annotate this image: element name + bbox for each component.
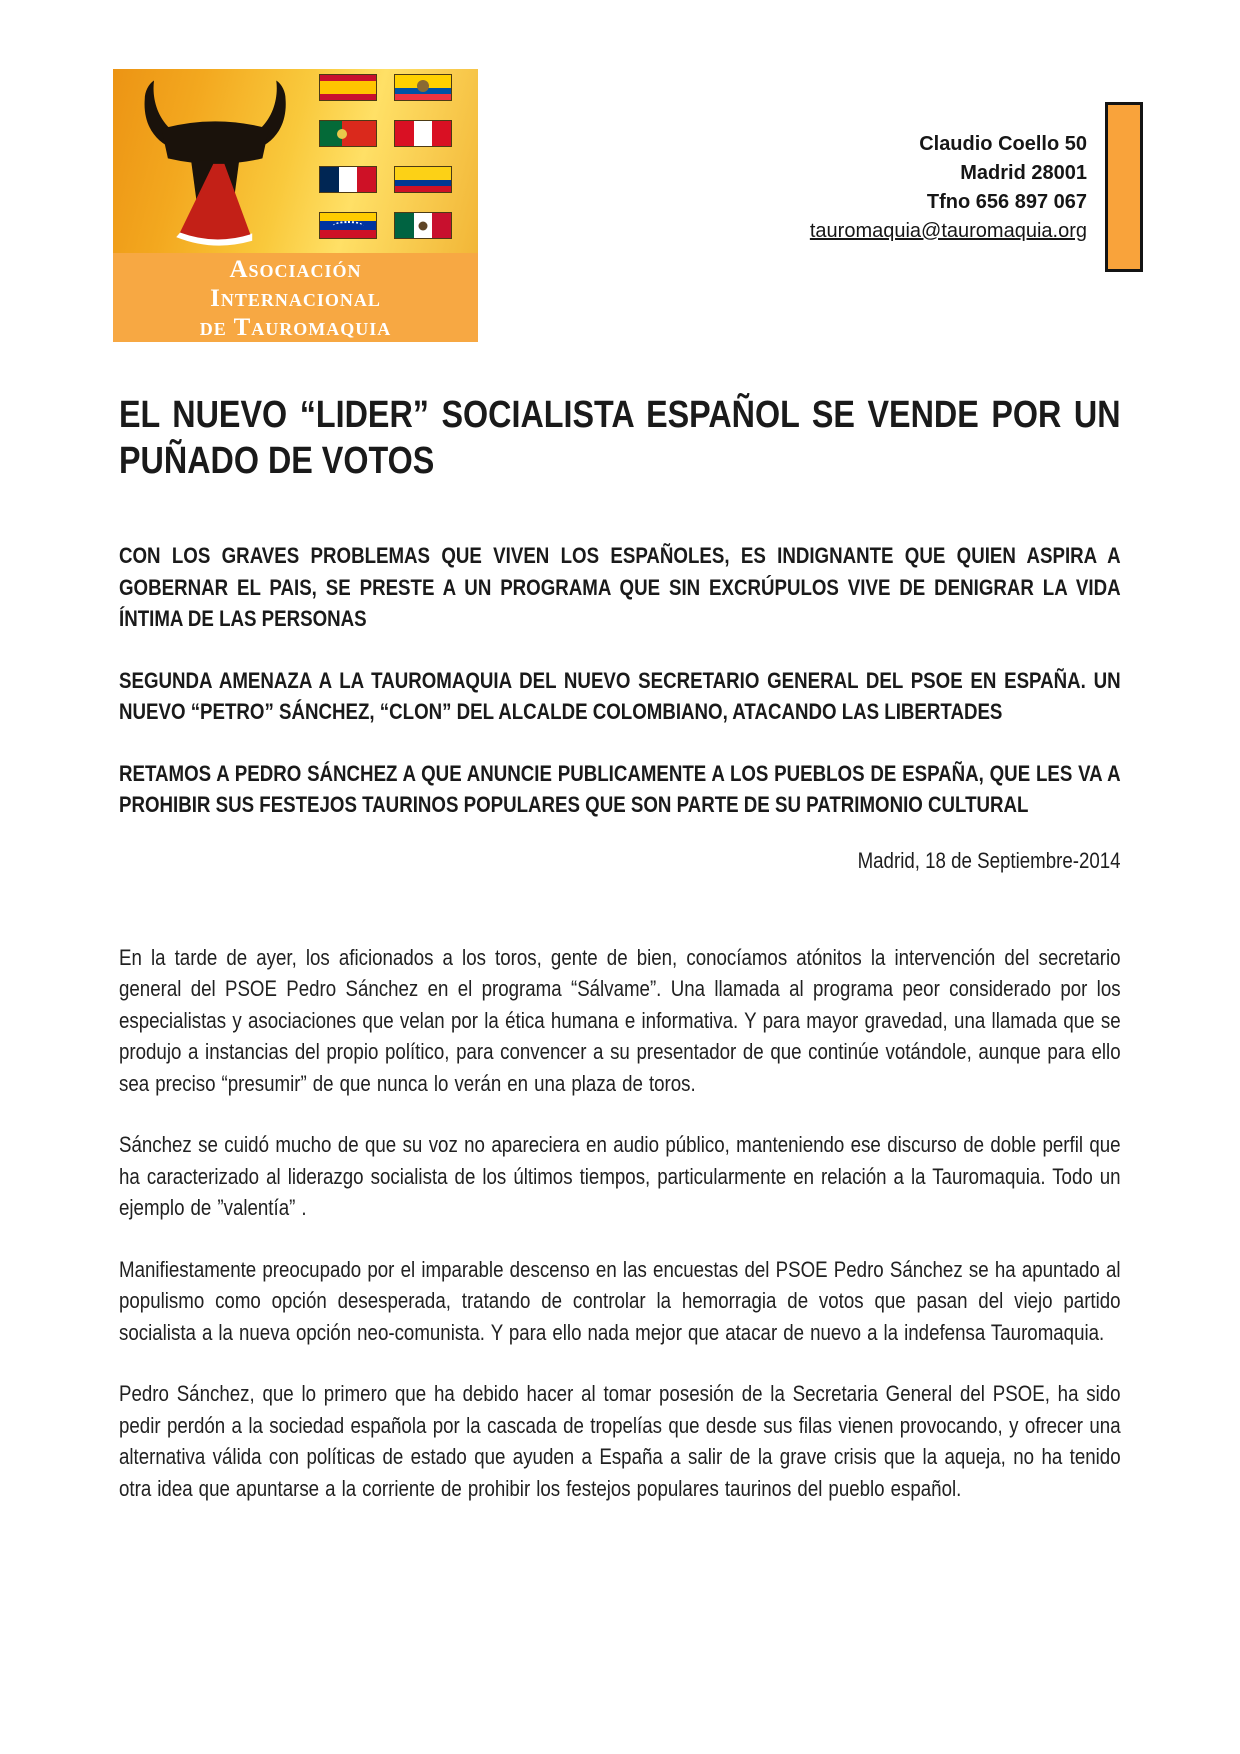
contact-address-line1: Claudio Coello 50 (919, 133, 1087, 155)
org-name-line-3: de Tauromaquia (199, 314, 392, 341)
org-name-line-2: Internacional (210, 285, 381, 312)
flag-ecuador-emblem (417, 80, 429, 92)
association-logo (113, 69, 478, 342)
lead-paragraph-2: SEGUNDA AMENAZA A LA TAUROMAQUIA DEL NUEVO SECRETARIO GENERAL DEL PSOE EN ESPAÑA. UN NUEVO “PETRO” SÁNCHEZ, “CLON” DEL ALCALDE COLOMBIANO, ATACANDO LAS LIBERTADES (119, 667, 1121, 724)
flag-france-icon (319, 166, 377, 193)
dateline: Madrid, 18 de Septiembre-2014 (857, 847, 1121, 873)
org-banner (113, 253, 478, 342)
contact-email-link[interactable]: tauromaquia@tauromaquia.org (809, 220, 1087, 242)
body-paragraph-3: Manifiestamente preocupado por el imparable descenso en las encuestas del PSOE Pedro Sánchez se ha apuntado al populismo como opción desesperada, tratando de controlar la hemorragia de votos que pasan del viejo partido socialista a la nueva opción neo-comunista. Y para ello nada mejor que atacar de nuevo a la indefensa Tauromaquia. (119, 1256, 1121, 1345)
body-paragraph-2: Sánchez se cuidó mucho de que su voz no apareciera en audio público, manteniendo ese discurso de doble perfil que ha caracterizado al liderazgo socialista de los últimos tiempos, particularmente en relación a la Tauromaquia. Todo un ejemplo de ”valentía” . (119, 1132, 1121, 1220)
flag-portugal-emblem (337, 129, 347, 139)
flag-ecuador-icon (394, 74, 452, 101)
flag-colombia-icon (394, 166, 452, 193)
body-paragraph-4: Pedro Sánchez, que lo primero que ha debido hacer al tomar posesión de la Secretaria General del PSOE, ha sido pedir perdón a la sociedad española por la cascada de tropelías que desde sus filas vienen provocando, y ofrecer una alternativa válida con políticas de estado que ayuden a España a salir de la grave crisis que la aqueja, no ha tenido otra idea que apuntarse a la corriente de prohibir los festejos populares taurinos del pueblo español. (119, 1381, 1121, 1501)
contact-phone: Tfno 656 897 067 (926, 191, 1087, 213)
flag-portugal-icon (319, 120, 377, 147)
headline: EL NUEVO “LIDER” SOCIALISTA ESPAÑOL SE VENDE POR UN PUÑADO DE VOTOS (119, 394, 1121, 482)
document-body (0, 392, 1240, 1504)
bull-cape-icon (119, 75, 315, 251)
flag-mexico-icon (394, 212, 452, 239)
letterhead (0, 0, 1240, 342)
logo-artwork (113, 69, 478, 253)
lead-paragraph-3: RETAMOS A PEDRO SÁNCHEZ A QUE ANUNCIE PUBLICAMENTE A LOS PUEBLOS DE ESPAÑA, QUE LES VA A PROHIBIR SUS FESTEJOS TAURINOS POPULARES QUE SON PARTE DE SU PATRIMONIO CULTURAL (119, 760, 1121, 817)
flag-venezuela-emblem (333, 221, 364, 231)
member-country-flags (319, 74, 452, 239)
body-paragraph-1: En la tarde de ayer, los aficionados a los toros, gente de bien, conocíamos atónitos la intervención del secretario general del PSOE Pedro Sánchez en el programa “Sálvame”. Una llamada al programa peor considerado por los especialistas y asociaciones que velan por la ética humana e informativa. Y para mayor gravedad, una llamada que se produjo a instancias del propio político, para convencer a su presentador de que continúe votándole, aunque para ello sea preciso “presumir” de que nunca lo verán en una plaza de toros. (119, 944, 1121, 1096)
accent-bar (1105, 102, 1143, 272)
contact-address-line2: Madrid 28001 (960, 162, 1087, 184)
flag-venezuela-icon (319, 212, 377, 239)
flag-mexico-emblem (419, 221, 428, 230)
flag-spain-icon (319, 74, 377, 101)
contact-block (810, 130, 1087, 246)
org-name-line-1: Asociación (229, 256, 362, 283)
flag-peru-icon (394, 120, 452, 147)
lead-paragraph-1: CON LOS GRAVES PROBLEMAS QUE VIVEN LOS ESPAÑOLES, ES INDIGNANTE QUE QUIEN ASPIRA A GOBERNAR EL PAIS, SE PRESTE A UN PROGRAMA QUE SIN EXCRÚPULOS VIVE DE DENIGRAR LA VIDA ÍNTIMA DE LAS PERSONAS (119, 543, 1121, 631)
